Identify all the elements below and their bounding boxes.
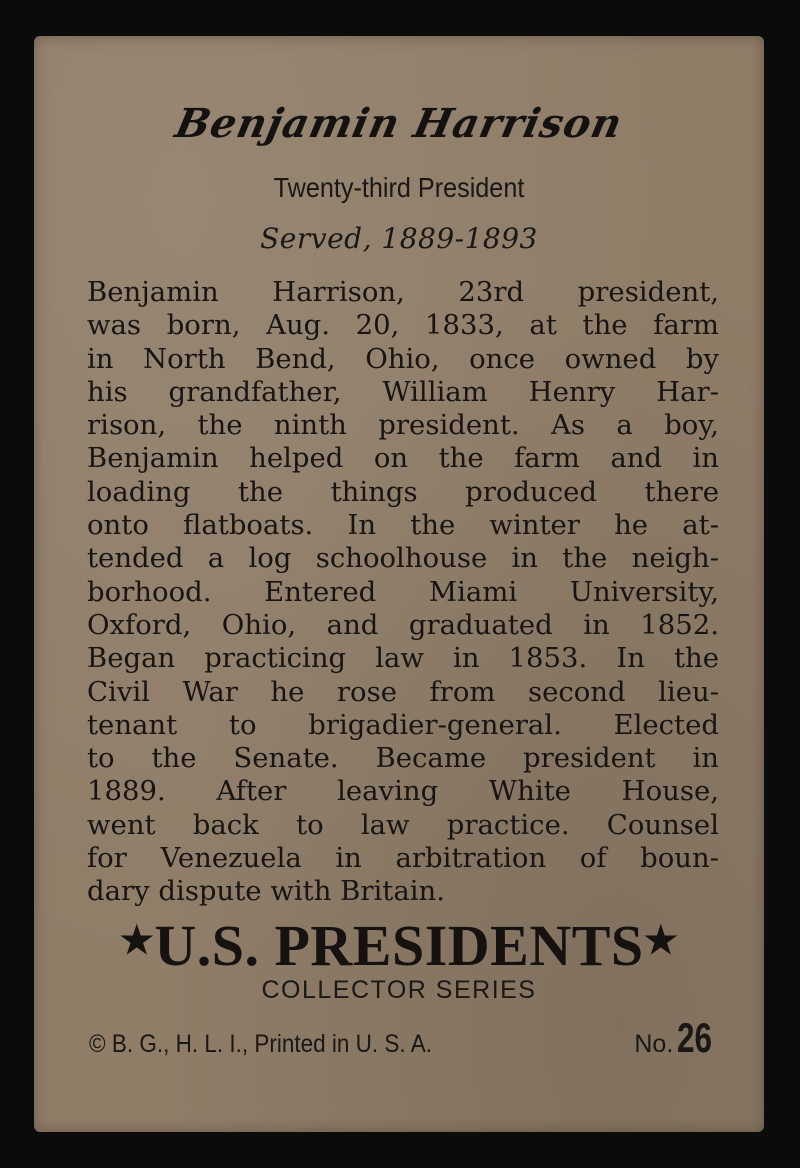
series-title-text: U.S. PRESIDENTS xyxy=(154,913,644,978)
term-served: Served, 1889-1893 xyxy=(260,222,538,255)
bio-line: onto flatboats. In the winter he at- xyxy=(87,509,719,542)
card-number-value: 26 xyxy=(677,1014,713,1061)
bio-line: for Venezuela in arbitration of boun- xyxy=(87,842,719,875)
bio-line: rison, the ninth president. As a boy, xyxy=(87,409,719,442)
bio-line: went back to law practice. Counsel xyxy=(87,808,719,841)
bio-line: borhood. Entered Miami University, xyxy=(87,575,719,608)
card-number xyxy=(634,1014,724,1062)
bio-line: 1889. After leaving White House, xyxy=(87,775,719,808)
collector-card-back xyxy=(34,36,764,1132)
series-subtitle: COLLECTOR SERIES xyxy=(261,976,537,1004)
bio-line: tended a log schoolhouse in the neigh- xyxy=(87,542,719,575)
bio-line: dary dispute with Britain. xyxy=(87,875,445,908)
bio-line: in North Bend, Ohio, once owned by xyxy=(87,342,719,375)
signature-name: Benjamin Harrison xyxy=(171,100,627,147)
star-icon: ★ xyxy=(119,920,155,962)
bio-line: Oxford, Ohio, and graduated in 1852. xyxy=(87,608,719,641)
president-ordinal: Twenty-third President xyxy=(273,172,525,203)
bio-line: Civil War he rose from second lieu- xyxy=(87,675,719,708)
bio-line: Benjamin Harrison, 23rd president, xyxy=(87,276,719,308)
bio-line: loading the things produced there xyxy=(87,475,719,508)
bio-line: was born, Aug. 20, 1833, at the farm xyxy=(87,309,719,342)
bio-line: Benjamin helped on the farm and in xyxy=(87,442,719,475)
bio-line: his grandfather, William Henry Har- xyxy=(87,375,719,408)
series-title xyxy=(34,912,764,979)
star-icon: ★ xyxy=(643,920,679,962)
copyright-notice: © B. G., H. L. I., Printed in U. S. A. xyxy=(89,1030,432,1058)
biography-text xyxy=(87,276,719,909)
bio-line: to the Senate. Became president in xyxy=(87,742,719,775)
card-number-label: No. xyxy=(634,1030,674,1058)
bio-line: Began practicing law in 1853. In the xyxy=(87,642,719,675)
bio-line: tenant to brigadier-general. Elected xyxy=(87,708,719,741)
